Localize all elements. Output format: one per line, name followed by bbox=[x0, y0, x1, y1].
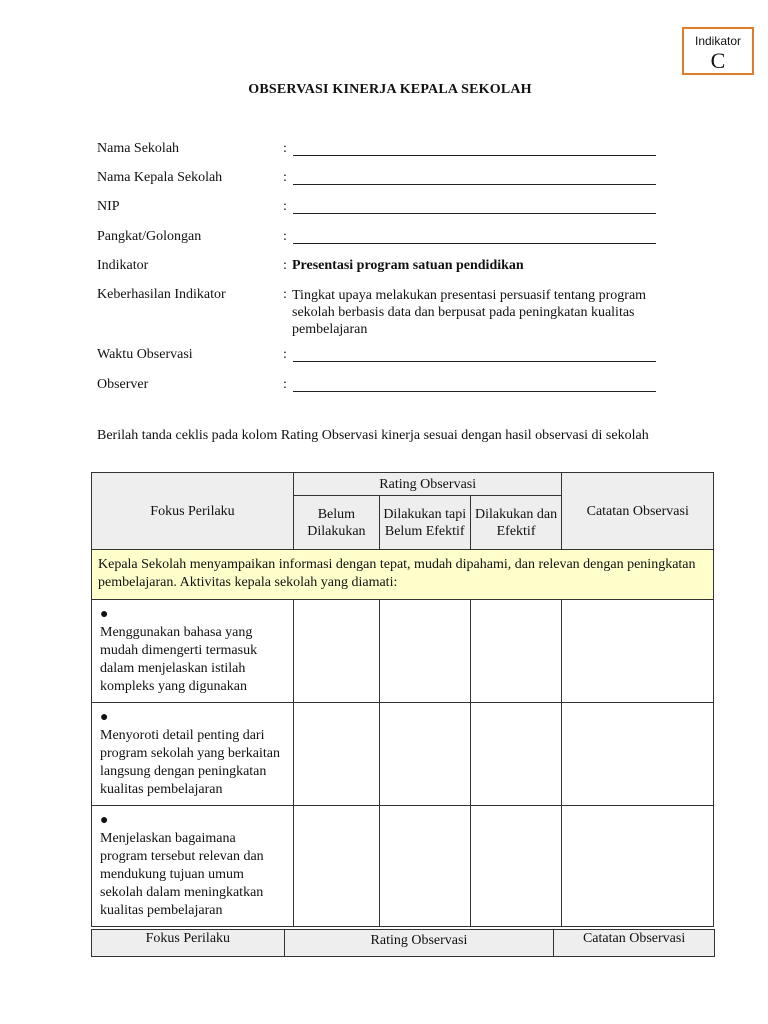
header-fokus-perilaku: Fokus Perilaku bbox=[92, 473, 294, 550]
nip-field[interactable] bbox=[293, 200, 656, 214]
rating-cell-efektif[interactable] bbox=[470, 703, 562, 806]
label-nama-sekolah: Nama Sekolah bbox=[97, 141, 180, 156]
table-row bbox=[92, 600, 714, 703]
instruction-text: Berilah tanda ceklis pada kolom Rating Observasi kinerja sesuai dengan hasil observasi di sekolah bbox=[97, 428, 649, 443]
waktu-field[interactable] bbox=[293, 348, 656, 362]
header-rating-observasi: Rating Observasi bbox=[293, 473, 562, 496]
colon: : bbox=[283, 170, 287, 185]
observer-field[interactable] bbox=[293, 378, 656, 392]
section-description: Kepala Sekolah menyampaikan informasi dengan tepat, mudah dipahami, dan relevan dengan peningkatan pembelajaran. Aktivitas kepala sekolah yang diamati: bbox=[92, 550, 714, 600]
colon: : bbox=[283, 287, 287, 302]
page-title: OBSERVASI KINERJA KEPALA SEKOLAH bbox=[248, 82, 532, 97]
header-belum-dilakukan: Belum Dilakukan bbox=[293, 496, 379, 550]
label-keberhasilan: Keberhasilan Indikator bbox=[97, 287, 226, 302]
indicator-box-code: C bbox=[710, 48, 726, 73]
pangkat-field[interactable] bbox=[293, 230, 656, 244]
header-catatan-observasi: Catatan Observasi bbox=[554, 930, 715, 957]
nama-kepala-field[interactable] bbox=[293, 171, 656, 185]
indikator-value: Presentasi program satuan pendidikan bbox=[292, 258, 524, 273]
colon: : bbox=[283, 199, 287, 214]
indicator-box bbox=[682, 27, 754, 75]
rating-cell-belum[interactable] bbox=[293, 600, 379, 703]
indicator-box-label: Indikator bbox=[694, 34, 742, 48]
header-dilakukan-efektif: Dilakukan dan Efektif bbox=[470, 496, 562, 550]
header-catatan-observasi: Catatan Observasi bbox=[562, 473, 714, 550]
colon: : bbox=[283, 347, 287, 362]
rating-cell-tapi[interactable] bbox=[379, 600, 470, 703]
keberhasilan-value: Tingkat upaya melakukan presentasi persuasif tentang program sekolah berbasis data dan berpusat pada peningkatan kualitas pembelajaran bbox=[292, 288, 647, 337]
label-waktu: Waktu Observasi bbox=[97, 347, 193, 362]
behavior-item bbox=[92, 600, 294, 703]
colon: : bbox=[283, 258, 287, 273]
label-nip: NIP bbox=[97, 199, 120, 214]
behavior-item-text: Menjelaskan bagaimana program tersebut relevan dan mendukung tujuan umum sekolah dalam meningkatkan kualitas pembelajaran bbox=[100, 831, 264, 918]
bullet-icon: ● bbox=[100, 607, 109, 622]
label-observer: Observer bbox=[97, 377, 149, 392]
header-rating-observasi: Rating Observasi bbox=[284, 930, 554, 957]
header-fokus-perilaku: Fokus Perilaku bbox=[92, 930, 285, 957]
notes-cell[interactable] bbox=[562, 806, 714, 927]
rating-cell-tapi[interactable] bbox=[379, 806, 470, 927]
colon: : bbox=[283, 229, 287, 244]
rating-cell-efektif[interactable] bbox=[470, 600, 562, 703]
notes-cell[interactable] bbox=[562, 600, 714, 703]
observation-table-2 bbox=[91, 929, 715, 957]
colon: : bbox=[283, 377, 287, 392]
rating-cell-tapi[interactable] bbox=[379, 703, 470, 806]
behavior-item-text: Menggunakan bahasa yang mudah dimengerti termasuk dalam menjelaskan istilah kompleks yang digunakan bbox=[100, 625, 258, 694]
behavior-item bbox=[92, 703, 294, 806]
bullet-icon: ● bbox=[100, 710, 109, 725]
notes-cell[interactable] bbox=[562, 703, 714, 806]
colon: : bbox=[283, 141, 287, 156]
rating-cell-belum[interactable] bbox=[293, 703, 379, 806]
rating-cell-belum[interactable] bbox=[293, 806, 379, 927]
header-dilakukan-belum-efektif: Dilakukan tapi Belum Efektif bbox=[379, 496, 470, 550]
nama-sekolah-field[interactable] bbox=[293, 142, 656, 156]
behavior-item bbox=[92, 806, 294, 927]
observation-table bbox=[91, 472, 714, 927]
label-nama-kepala: Nama Kepala Sekolah bbox=[97, 170, 223, 185]
bullet-icon: ● bbox=[100, 813, 109, 828]
table-row bbox=[92, 806, 714, 927]
rating-cell-efektif[interactable] bbox=[470, 806, 562, 927]
label-indikator: Indikator bbox=[97, 258, 149, 273]
table-row bbox=[92, 703, 714, 806]
behavior-item-text: Menyoroti detail penting dari program sekolah yang berkaitan langsung dengan peningkatan kualitas pembelajaran bbox=[100, 728, 280, 797]
label-pangkat: Pangkat/Golongan bbox=[97, 229, 202, 244]
